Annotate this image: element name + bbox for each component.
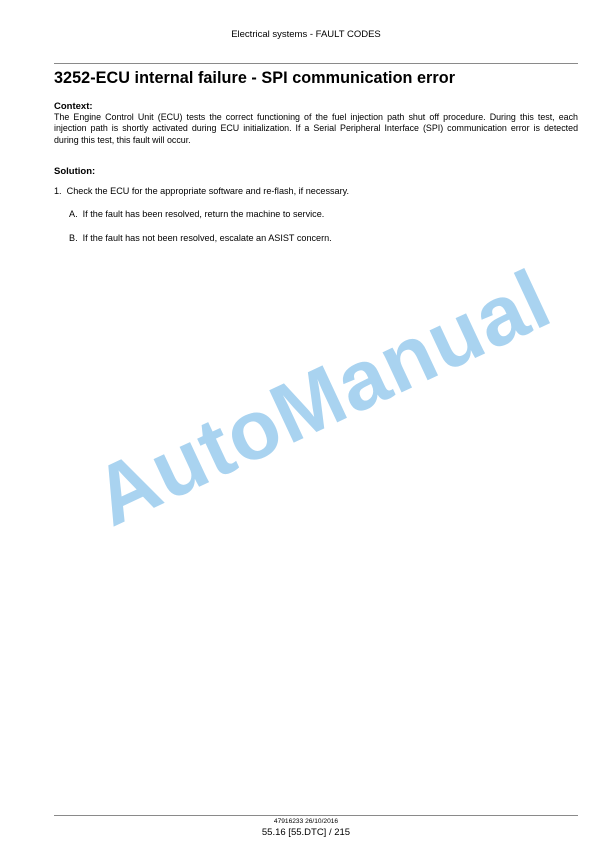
step-number: 1.	[54, 186, 62, 196]
substep-letter: A.	[69, 209, 78, 219]
header-rule	[54, 63, 578, 64]
watermark-text: AutoManual	[79, 251, 564, 544]
context-paragraph: The Engine Control Unit (ECU) tests the correct functioning of the fuel injection path shut off procedure. During this test, each injection path is shortly activated during ECU initialization. If a Serial Peripheral Interface (SPI) communication error is detected during this test, this fault will occur.	[54, 112, 578, 145]
substep-text: If the fault has been resolved, return the machine to service.	[82, 209, 325, 219]
running-header: Electrical systems - FAULT CODES	[231, 29, 381, 40]
substep-letter: B.	[69, 233, 78, 243]
context-heading: Context:	[54, 101, 93, 112]
page-title: 3252-ECU internal failure - SPI communication error	[54, 69, 456, 87]
footer-rule	[54, 815, 578, 816]
solution-step-1	[54, 186, 578, 196]
substep-text: If the fault has not been resolved, escalate an ASIST concern.	[82, 233, 332, 243]
solution-substep-a	[69, 209, 593, 219]
page-number: 55.16 [55.DTC] / 215	[261, 827, 351, 838]
solution-substep-b	[69, 233, 593, 243]
step-text: Check the ECU for the appropriate software and re-flash, if necessary.	[66, 186, 350, 196]
document-code: 47916233 26/10/2016	[273, 818, 339, 825]
solution-heading: Solution:	[54, 166, 96, 177]
